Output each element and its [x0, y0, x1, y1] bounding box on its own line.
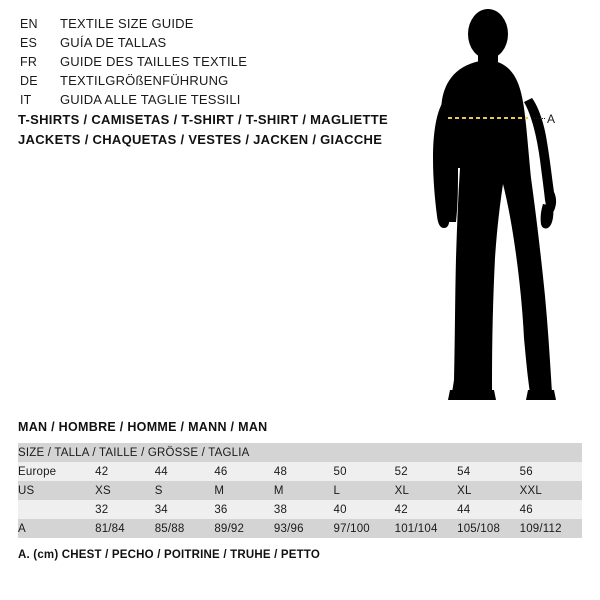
table-row	[18, 519, 582, 538]
table-row	[18, 462, 582, 481]
cell: 48	[274, 462, 334, 481]
language-text: GUIDA ALLE TAGLIE TESSILI	[60, 92, 241, 107]
category-jackets: JACKETS / CHAQUETAS / VESTES / JACKEN / GIACCHE	[18, 132, 383, 147]
cell: L	[334, 481, 395, 500]
language-code: EN	[20, 17, 38, 31]
category-tshirts: T-SHIRTS / CAMISETAS / T-SHIRT / T-SHIRT / MAGLIETTE	[18, 112, 388, 127]
cell: 40	[334, 500, 395, 519]
cell: 50	[334, 462, 395, 481]
figure-illustration	[400, 8, 600, 408]
language-text: GUÍA DE TALLAS	[60, 35, 167, 50]
cell: M	[274, 481, 334, 500]
row-label: A	[18, 519, 95, 538]
cell: 52	[395, 462, 458, 481]
cell: 105/108	[457, 519, 520, 538]
cell: 89/92	[214, 519, 274, 538]
male-body-silhouette-icon	[400, 8, 600, 408]
cell: 109/112	[520, 519, 582, 538]
language-row	[20, 14, 400, 33]
table-footnote: A. (cm) CHEST / PECHO / POITRINE / TRUHE / PETTO	[18, 549, 321, 561]
cell: XL	[395, 481, 458, 500]
language-code: DE	[20, 74, 38, 88]
cell: 46	[520, 500, 582, 519]
row-label: US	[18, 481, 95, 500]
language-text: TEXTILE SIZE GUIDE	[60, 16, 194, 31]
language-code: IT	[20, 93, 32, 107]
cell: 46	[214, 462, 274, 481]
table-header-label: SIZE / TALLA / TAILLE / GRÖSSE / TAGLIA	[18, 443, 582, 462]
language-row	[20, 90, 400, 109]
cell: 85/88	[155, 519, 215, 538]
cell: 44	[155, 462, 215, 481]
cell: 38	[274, 500, 334, 519]
row-label: Europe	[18, 462, 95, 481]
cell: 93/96	[274, 519, 334, 538]
language-code: FR	[20, 55, 38, 69]
measure-label-a: A	[547, 112, 556, 126]
cell: 42	[95, 462, 155, 481]
row-label	[18, 500, 95, 519]
cell: 32	[95, 500, 155, 519]
cell: S	[155, 481, 215, 500]
cell: XXL	[520, 481, 582, 500]
cell: 81/84	[95, 519, 155, 538]
language-row	[20, 52, 400, 71]
language-text: GUIDE DES TAILLES TEXTILE	[60, 54, 248, 69]
cell: 97/100	[334, 519, 395, 538]
cell: 36	[214, 500, 274, 519]
size-table	[18, 443, 582, 538]
cell: 42	[395, 500, 458, 519]
language-code: ES	[20, 36, 38, 50]
cell: XL	[457, 481, 520, 500]
cell: 34	[155, 500, 215, 519]
category-headings	[18, 110, 418, 150]
table-header-row	[18, 443, 582, 462]
language-row	[20, 71, 400, 90]
table-row	[18, 481, 582, 500]
cell: 54	[457, 462, 520, 481]
measure-leader-line	[534, 118, 545, 119]
language-text: TEXTILGRÖßENFÜHRUNG	[60, 73, 229, 88]
table-title: MAN / HOMBRE / HOMME / MANN / MAN	[18, 420, 268, 434]
cell: 44	[457, 500, 520, 519]
cell: 56	[520, 462, 582, 481]
cell: XS	[95, 481, 155, 500]
cell: M	[214, 481, 274, 500]
language-row	[20, 33, 400, 52]
table-row	[18, 500, 582, 519]
cell: 101/104	[395, 519, 458, 538]
language-list	[20, 14, 400, 109]
